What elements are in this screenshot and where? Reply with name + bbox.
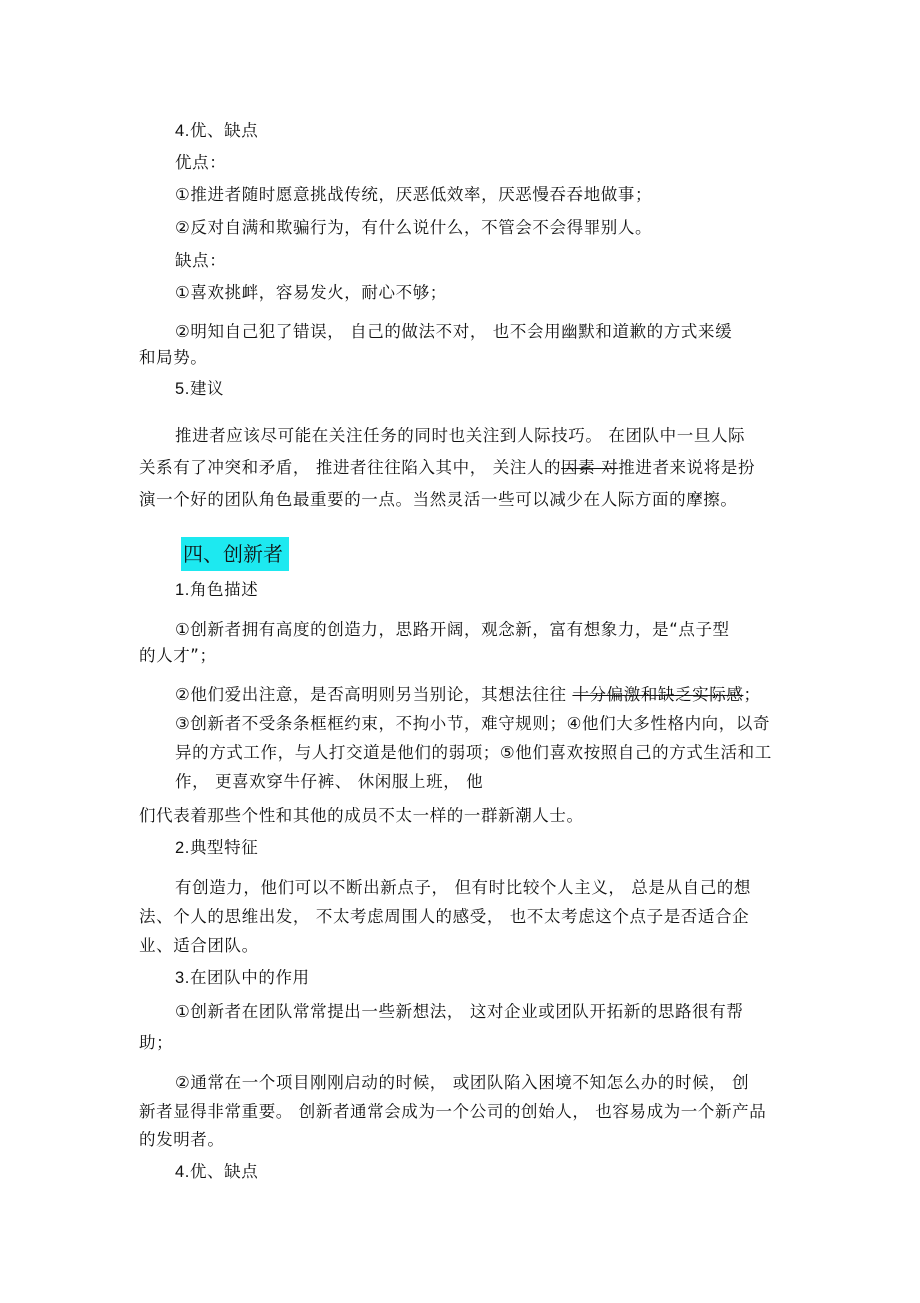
role-desc-1-line-1: ①创新者拥有高度的创造力，思路开阔，观念新，富有想象力，是“点子型: [175, 620, 730, 639]
heading-pros-cons-2: 4.优、缺点: [175, 1163, 259, 1181]
role-desc-2-tail: ；: [743, 685, 761, 704]
traits-line-1: 有创造力，他们可以不断出新点子， 但有时比较个人主义， 总是从自己的想: [175, 878, 751, 897]
traits-line-2: 法、个人的思维出发， 不太考虑周围人的感受， 也不太考虑这个点子是否适合企: [139, 907, 750, 926]
pros-label: 优点：: [175, 153, 227, 172]
team-role-1-line-2: 助；: [139, 1033, 174, 1052]
heading-advice: 5.建议: [175, 380, 225, 398]
role-desc-3-line-2: 异的方式工作，与人打交道是他们的弱项；⑤他们喜欢按照自己的方式生活和工: [175, 743, 772, 762]
team-role-2-line-1: ②通常在一个项目刚刚启动的时候， 或团队陷入困境不知怎么办的时候， 创: [175, 1073, 750, 1092]
cons-label: 缺点：: [175, 251, 227, 270]
advice-line-2-tail: 推进者来说将是扮: [618, 458, 756, 477]
pro-item-2: ②反对自满和欺骗行为，有什么说什么，不管会不会得罪别人。: [175, 218, 653, 237]
role-desc-3-line-1: ③创新者不受条条框框约束，不拘小节，难守规则；④他们大多性格内向，以奇: [175, 714, 771, 733]
heading-team-role: 3.在团队中的作用: [175, 969, 310, 987]
role-desc-3-line-4: 们代表着那些个性和其他的成员不太一样的一群新潮人士。: [139, 806, 584, 825]
advice-line-2: [139, 457, 755, 479]
role-desc-2: [175, 684, 761, 706]
team-role-1-line-1: ①创新者在团队常常提出一些新想法， 这对企业或团队开拓新的思路很有帮: [175, 1002, 744, 1021]
advice-line-1: 推进者应该尽可能在关注任务的同时也关注到人际技巧。 在团队中一旦人际: [175, 426, 746, 445]
advice-line-3: 演一个好的团队角色最重要的一点。当然灵活一些可以减少在人际方面的摩擦。: [139, 490, 738, 509]
team-role-2-line-2: 新者显得非常重要。 创新者通常会成为一个公司的创始人， 也容易成为一个新产品: [139, 1102, 767, 1121]
strikethrough-text: 十分偏激和缺乏实际感: [572, 685, 744, 704]
traits-line-3: 业、适合团队。: [139, 936, 259, 955]
heading-role-description: 1.角色描述: [175, 581, 259, 599]
team-role-2-line-3: 的发明者。: [139, 1130, 225, 1149]
advice-line-2-text: 关系有了冲突和矛盾， 推进者往往陷入其中， 关注人的: [139, 458, 562, 477]
con-item-1: ①喜欢挑衅，容易发火，耐心不够；: [175, 283, 447, 302]
heading-pros-cons: 4.优、缺点: [175, 122, 259, 140]
con-item-2-line-1: ②明知自己犯了错误， 自己的做法不对， 也不会用幽默和道歉的方式来缓: [175, 322, 733, 341]
role-desc-2-text: ②他们爱出注意，是否高明则另当别论，其想法往往: [175, 685, 573, 704]
strikethrough-text: 因素 对: [561, 458, 619, 477]
role-desc-3-line-3: 作， 更喜欢穿牛仔裤、 休闲服上班， 他: [175, 772, 484, 791]
section-title-innovator: 四、创新者: [181, 537, 289, 571]
pro-item-1: ①推进者随时愿意挑战传统，厌恶低效率，厌恶慢吞吞地做事；: [175, 185, 653, 204]
heading-typical-traits: 2.典型特征: [175, 839, 259, 857]
con-item-2-line-2: 和局势。: [139, 348, 208, 367]
role-desc-1-line-2: 的人才”；: [139, 646, 217, 665]
